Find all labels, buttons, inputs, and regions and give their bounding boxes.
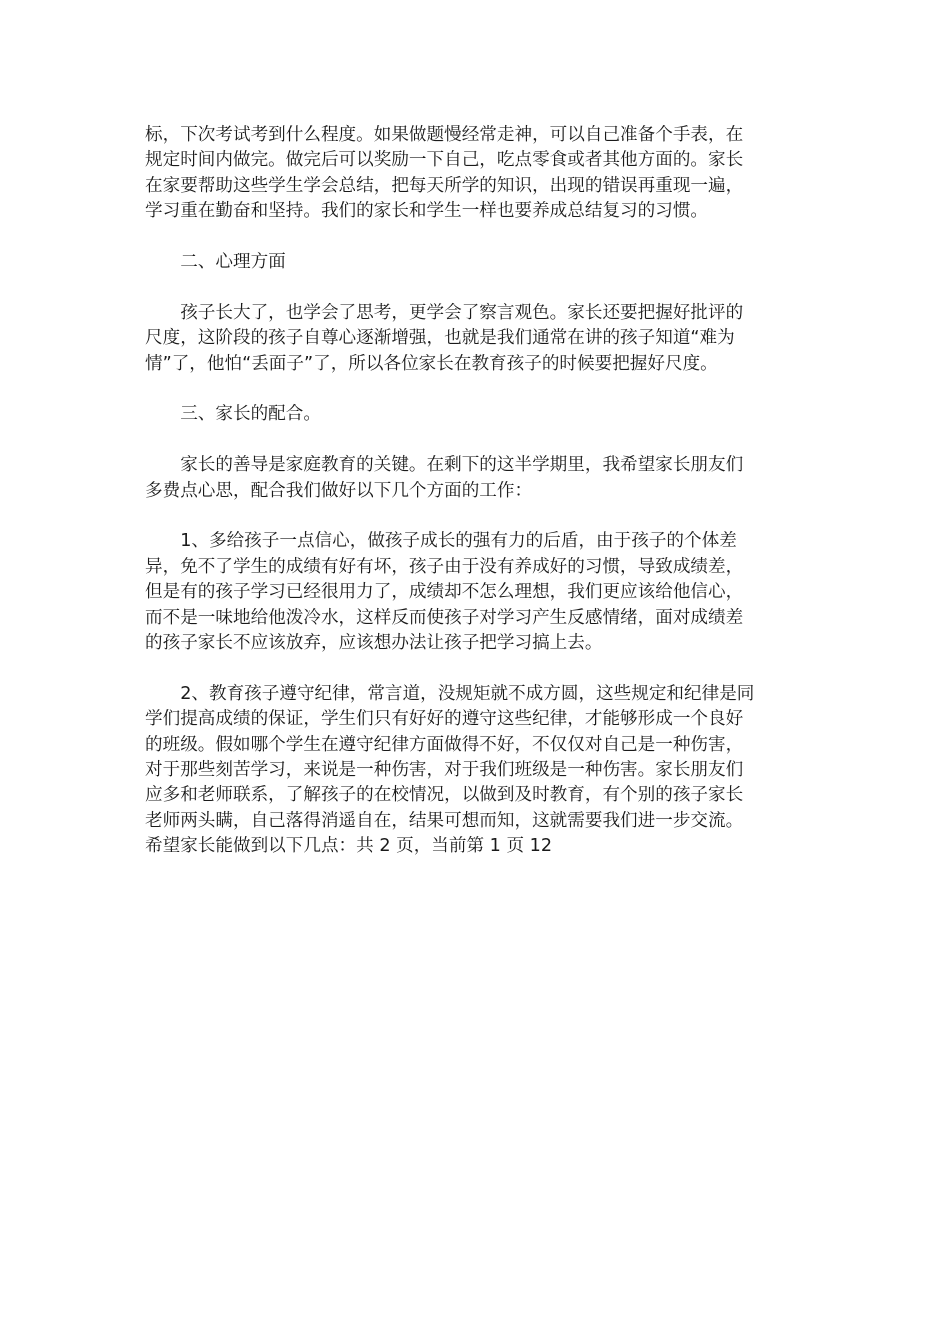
text-line: 学们提高成绩的保证，学生们只有好好的遵守这些纪律，才能够形成一个良好 xyxy=(145,709,744,730)
text-line: 规定时间内做完。做完后可以奖励一下自己，吃点零食或者其他方面的。家长 xyxy=(145,150,744,171)
document-body xyxy=(145,123,807,860)
text-line: 孩子长大了，也学会了思考，更学会了察言观色。家长还要把握好批评的 xyxy=(180,302,744,323)
text-line: 情”了，他怕“丢面子”了，所以各位家长在教育孩子的时候要把握好尺度。 xyxy=(145,353,718,374)
page-footer-line: 希望家长能做到以下几点：共 2 页，当前第 1 页 12 xyxy=(145,836,553,857)
text-line: 学习重在勤奋和坚持。我们的家长和学生一样也要养成总结复习的习惯。 xyxy=(145,201,709,222)
text-line: 在家要帮助这些学生学会总结，把每天所学的知识，出现的错误再重现一遍， xyxy=(145,175,744,196)
text-line: 的孩子家长不应该放弃，应该想办法让孩子把学习搞上去。 xyxy=(145,633,603,654)
text-line: 2、教育孩子遵守纪律，常言道，没规矩就不成方圆，这些规定和纪律是同 xyxy=(180,683,755,704)
section-heading-psychology xyxy=(145,250,807,275)
paragraph-parent-guidance xyxy=(145,453,807,504)
paragraph-psychology xyxy=(145,301,807,377)
text-line: 异，免不了学生的成绩有好有坏，孩子由于没有养成好的习惯，导致成绩差， xyxy=(145,556,744,577)
paragraph-study-habits xyxy=(145,123,807,225)
text-line: 多费点心思，配合我们做好以下几个方面的工作： xyxy=(145,480,533,501)
text-line: 但是有的孩子学习已经很用力了，成绩却不怎么理想，我们更应该给他信心， xyxy=(145,582,744,603)
list-item-confidence xyxy=(145,529,807,656)
section-heading-parent-cooperation xyxy=(145,402,807,427)
text-line: 应多和老师联系，了解孩子的在校情况，以做到及时教育，有个别的孩子家长 xyxy=(145,785,744,806)
text-line: 家长的善导是家庭教育的关键。在剩下的这半学期里，我希望家长朋友们 xyxy=(180,455,744,476)
text-line: 而不是一味地给他泼冷水，这样反而使孩子对学习产生反感情绪，面对成绩差 xyxy=(145,607,744,628)
text-line: 1、多给孩子一点信心，做孩子成长的强有力的后盾，由于孩子的个体差 xyxy=(180,531,737,552)
text-line: 老师两头瞒，自己落得消遥自在，结果可想而知，这就需要我们进一步交流。 xyxy=(145,810,744,831)
text-line: 的班级。假如哪个学生在遵守纪律方面做得不好，不仅仅对自己是一种伤害， xyxy=(145,734,744,755)
text-line: 对于那些刻苦学习，来说是一种伤害，对于我们班级是一种伤害。家长朋友们 xyxy=(145,760,744,781)
list-item-discipline xyxy=(145,682,807,860)
heading-text: 三、家长的配合。 xyxy=(180,404,321,425)
heading-text: 二、心理方面 xyxy=(180,252,286,273)
text-line: 标，下次考试考到什么程度。如果做题慢经常走神，可以自己准备个手表，在 xyxy=(145,125,744,145)
text-line: 尺度，这阶段的孩子自尊心逐渐增强，也就是我们通常在讲的孩子知道“难为 xyxy=(145,328,735,349)
